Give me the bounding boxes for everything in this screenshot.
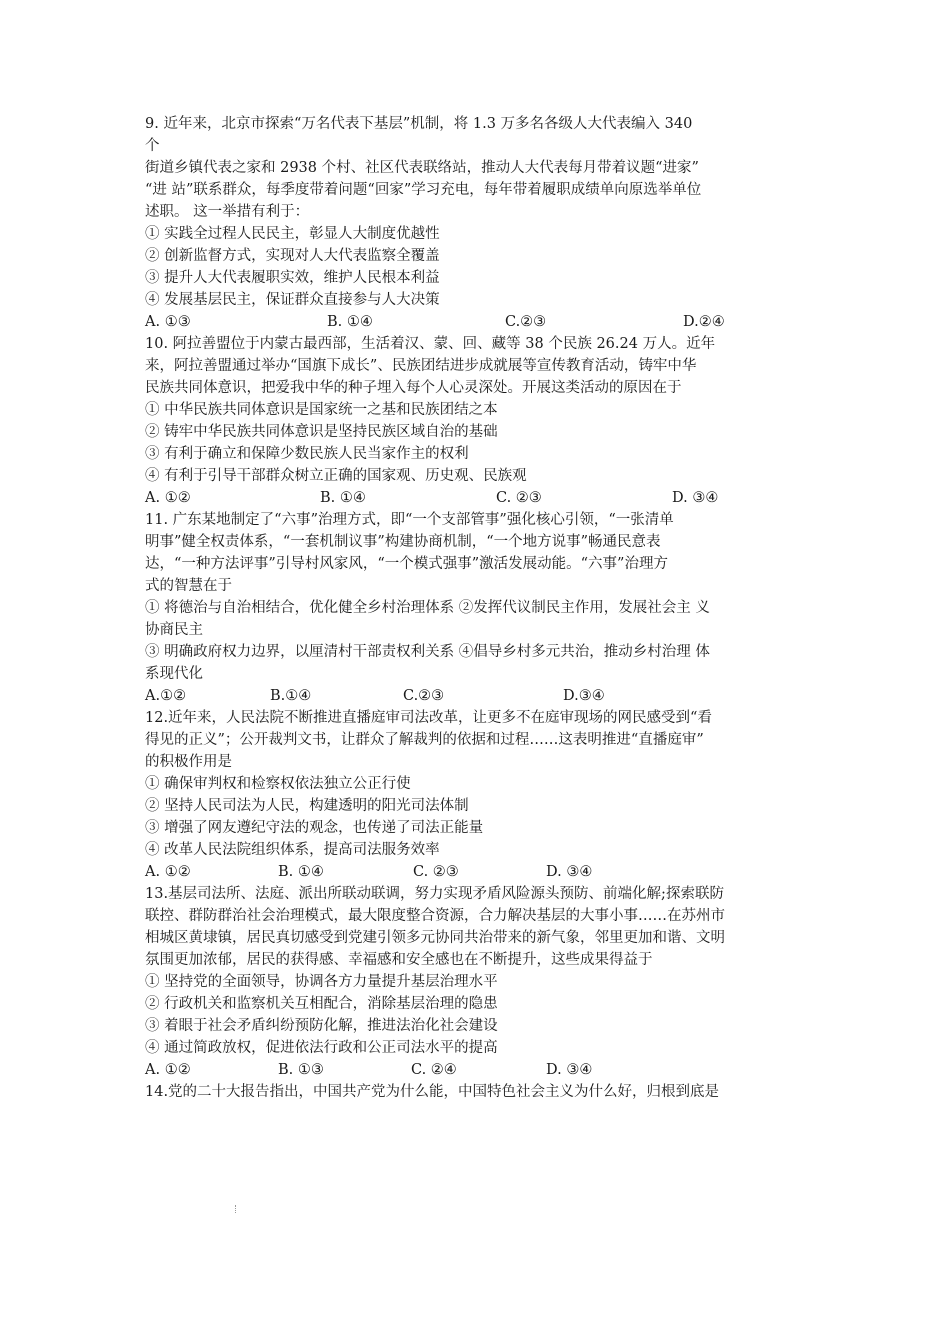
answer-options <box>145 487 813 509</box>
statement-item: ④ 通过简政放权，促进依法行政和公正司法水平的提高 <box>145 1040 498 1056</box>
question-stem-line: 明事”健全权责体系，“一套机制议事”构建协商机制，“一个地方说事”畅通民意表 <box>145 534 661 550</box>
statement-item: ② 铸牢中华民族共同体意识是坚持民族区域自治的基础 <box>145 424 498 440</box>
question-14 <box>145 1081 813 1103</box>
question-13 <box>145 883 813 1081</box>
option-b: B. ①④ <box>320 490 366 506</box>
statement-item: ③ 提升人大代表履职实效，维护人民根本利益 <box>145 270 440 286</box>
option-a: A. ①② <box>145 1062 191 1078</box>
statement-item: ④ 发展基层民主，保证群众直接参与人大决策 <box>145 292 440 308</box>
option-a: A. ①② <box>145 490 191 506</box>
question-stem-line: 民族共同体意识，把爱我中华的种子埋入每个人心灵深处。开展这类活动的原因在于 <box>145 380 682 396</box>
option-a: A. ①③ <box>145 314 191 330</box>
question-stem-line: 13.基层司法所、法庭、派出所联动联调，努力实现矛盾风险源头预防、前端化解;探索联防 <box>145 886 724 902</box>
option-d: D. ③④ <box>546 1062 593 1078</box>
statement-item: ③ 着眼于社会矛盾纠纷预防化解，推进法治化社会建设 <box>145 1018 498 1034</box>
statement-item: ③ 有利于确立和保障少数民族人民当家作主的权利 <box>145 446 469 462</box>
answer-options <box>145 685 813 707</box>
question-list <box>145 113 813 1103</box>
statement-item: ① 实践全过程人民民主，彰显人大制度优越性 <box>145 226 440 242</box>
question-stem-line: 11. 广东某地制定了“六事”治理方式，即“一个支部管事”强化核心引领，“一张清单 <box>145 512 674 528</box>
option-d: D. ③④ <box>546 864 593 880</box>
question-11 <box>145 509 813 707</box>
statement-item: 系现代化 <box>145 666 203 682</box>
statement-item: ④ 改革人民法院组织体系，提高司法服务效率 <box>145 842 440 858</box>
question-stem-line: 相城区黄埭镇，居民真切感受到党建引领多元协同共治带来的新气象，邻里更加和谐、文明 <box>145 930 725 946</box>
question-stem-line: 14.党的二十大报告指出，中国共产党为什么能，中国特色社会主义为什么好，归根到底是 <box>145 1084 720 1100</box>
answer-options <box>145 311 813 333</box>
question-12 <box>145 707 813 883</box>
option-d: D.②④ <box>683 314 725 330</box>
option-b: B. ①③ <box>278 1062 324 1078</box>
option-c: C.②③ <box>403 688 445 704</box>
statement-item: ④ 有利于引导干部群众树立正确的国家观、历史观、民族观 <box>145 468 527 484</box>
question-10 <box>145 333 813 509</box>
question-stem-line: 10. 阿拉善盟位于内蒙古最西部，生活着汉、蒙、回、藏等 38 个民族 26.24 万人。近年 <box>145 336 716 352</box>
question-stem-line: 联控、群防群治社会治理模式，最大限度整合资源，合力解决基层的大事小事……在苏州市 <box>145 908 725 924</box>
question-stem-line: 来，阿拉善盟通过举办“国旗下成长”、民族团结进步成就展等宣传教育活动，铸牢中华 <box>145 358 697 374</box>
option-a: A.①② <box>145 688 187 704</box>
option-c: C. ②③ <box>413 864 459 880</box>
option-c: C. ②④ <box>411 1062 457 1078</box>
question-stem-line: “进 站”联系群众，每季度带着问题“回家”学习充电，每年带着履职成绩单向原选举单位 <box>145 182 702 198</box>
question-9 <box>145 113 813 333</box>
statement-item: ① 坚持党的全面领导，协调各方力量提升基层治理水平 <box>145 974 498 990</box>
question-stem-line: 式的智慧在于 <box>145 578 232 594</box>
question-stem-line: 9. 近年来，北京市探索“万名代表下基层”机制，将 1.3 万多名各级人大代表编入 340 <box>145 116 693 132</box>
option-d: D. ③④ <box>672 490 719 506</box>
option-b: B.①④ <box>270 688 312 704</box>
option-c: C.②③ <box>505 314 547 330</box>
question-stem-line: 述职。 这一举措有利于： <box>145 204 310 220</box>
option-d: D.③④ <box>563 688 605 704</box>
option-b: B. ①④ <box>327 314 373 330</box>
answer-options <box>145 1059 813 1081</box>
statement-item: ② 行政机关和监察机关互相配合，消除基层治理的隐患 <box>145 996 498 1012</box>
option-b: B. ①④ <box>278 864 324 880</box>
statement-item: ① 将德治与自治相结合，优化健全乡村治理体系 ②发挥代议制民主作用，发展社会主 义 <box>145 600 710 616</box>
statement-item: ② 创新监督方式，实现对人大代表监察全覆盖 <box>145 248 440 264</box>
question-stem-line: 氛围更加浓郁，居民的获得感、幸福感和安全感也在不断提升，这些成果得益于 <box>145 952 653 968</box>
statement-item: ② 坚持人民司法为人民，构建透明的阳光司法体制 <box>145 798 469 814</box>
statement-item: ① 中华民族共同体意识是国家统一之基和民族团结之本 <box>145 402 498 418</box>
question-stem-line: 的积极作用是 <box>145 754 232 770</box>
answer-options <box>145 861 813 883</box>
question-stem-line: 得见的正义”；公开裁判文书，让群众了解裁判的依据和过程……这表明推进“直播庭审” <box>145 732 704 748</box>
question-stem-line: 12.近年来，人民法院不断推进直播庭审司法改革，让更多不在庭审现场的网民感受到“看 <box>145 710 712 726</box>
statement-item: ① 确保审判权和检察权依法独立公正行使 <box>145 776 411 792</box>
option-c: C. ②③ <box>496 490 542 506</box>
question-stem-line: 街道乡镇代表之家和 2938 个村、社区代表联络站，推动人大代表每月带着议题“进家” <box>145 160 699 176</box>
statement-item: ③ 明确政府权力边界，以厘清村干部责权利关系 ④倡导乡村多元共治，推动乡村治理 体 <box>145 644 710 660</box>
question-stem-line: 个 <box>145 138 160 154</box>
statement-item: ③ 增强了网友遵纪守法的观念，也传递了司法正能量 <box>145 820 484 836</box>
statement-item: 协商民主 <box>145 622 203 638</box>
scan-mark <box>235 1205 238 1213</box>
option-a: A. ①② <box>145 864 191 880</box>
question-stem-line: 达，“一种方法评事”引导村风家风，“一个模式强事”激活发展动能。“六事”治理方 <box>145 556 668 572</box>
